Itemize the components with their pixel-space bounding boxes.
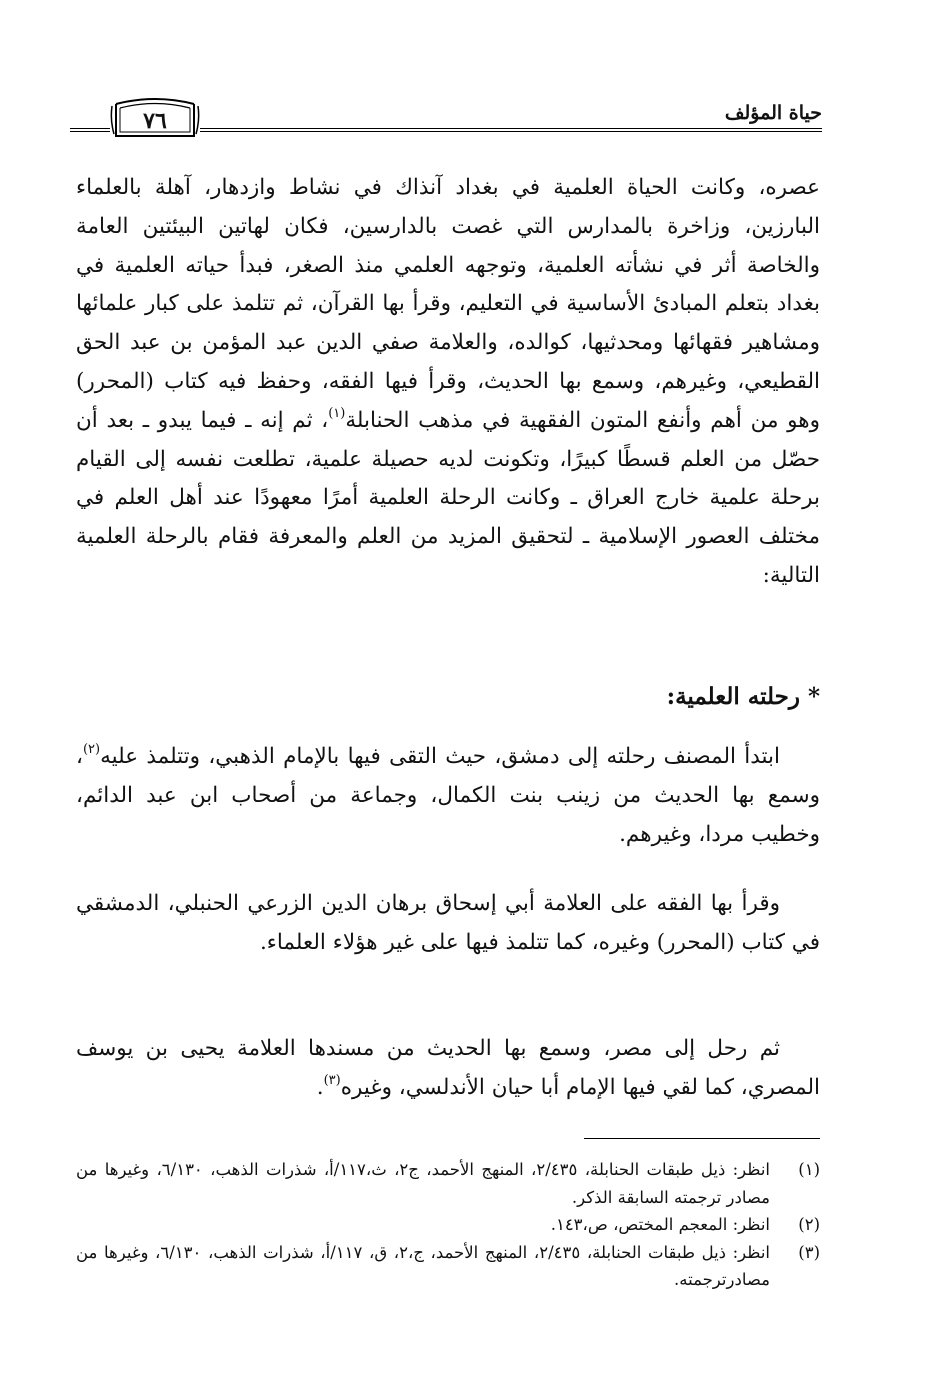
egypt-text-end: . <box>316 1074 324 1100</box>
footnote-ref-2[interactable]: (٢) <box>82 741 101 757</box>
footnote-text: انظر: المعجم المختص، ص،١٤٣. <box>550 1215 770 1234</box>
footnote-number: (١) <box>798 1160 820 1179</box>
footnote-separator <box>584 1138 820 1139</box>
running-title: حياة المؤلف <box>724 102 822 124</box>
egypt-text: ثم رحل إلى مصر، وسمع بها الحديث من مسندها العلامة يحيى بن يوسف المصري، كما لقي فيها الإمام أبا حيان الأندلسي، وغيره <box>76 1036 820 1100</box>
running-header <box>70 88 822 146</box>
damascus-text-part1: ابتدأ المصنف رحلته إلى دمشق، حيث التقى فيها بالإمام الذهبي، وتتلمذ عليه <box>100 744 780 769</box>
footnote-3 <box>76 1239 820 1294</box>
footnote-number: (٣) <box>798 1242 820 1262</box>
header-rule-short <box>70 128 110 132</box>
footnote-2 <box>76 1211 820 1239</box>
intro-paragraph <box>76 169 820 596</box>
intro-text-part1: عصره، وكانت الحياة العلمية في بغداد آنذاك في نشاط وازدهار، آهلة بالعلماء البارزين، وزاخرة بالمدارس التي غصت بالدارسين، فكان لهاتين البيئتين العامة والخاصة أثر في نشأته العلمية، وتوجهه العلمي منذ الصغر، فبدأ حياته العلمية في بغداد بتعلم المبادئ الأساسية في التعليم، وقرأ بها القرآن، ثم تتلمذ على كبار علمائها ومشاهير فقهائها ومحدثيها، كوالده، والعلامة صفي الدين عبد المؤمن بن عبد الحق القطيعي، وغيرهم، وسمع بها الحديث، وقرأ فيها الفقه، وحفظ فيه كتاب (المحرر) وهو من أهم وأنفع المتون الفقهية في مذهب الحنابلة <box>76 175 820 433</box>
paragraph-egypt <box>76 1030 820 1108</box>
intro-text-part2: ، ثم إنه ـ فيما يبدو ـ بعد أن حصّل من العلم قسطًا كبيرًا، وتكونت لديه حصيلة علمية، تطلعت نفسه إلى القيام برحلة علمية خارج العراق ـ وكانت الرحلة العلمية أمرًا معهودًا عند أهل العلم في مختلف العصور الإسلامية ـ لتحقيق المزيد من العلم والمعرفة فقام بالرحلة العلمية التالية: <box>76 407 820 588</box>
section-heading <box>667 683 820 710</box>
star-bullet: * <box>807 683 820 710</box>
footnote-number: (٢) <box>798 1215 820 1234</box>
footnote-text: انظر: ذيل طبقات الحنابلة، ٢/٤٣٥، المنهج الأحمد، ج٢، ث،١١٧/أ، شذرات الذهب، ٦/١٣٠، وغيرها من مصادر ترجمته السابقة الذكر. <box>76 1160 770 1207</box>
page-number-frame <box>110 94 200 140</box>
footnote-ref-1[interactable]: (١) <box>328 405 346 421</box>
section-heading-text: رحلته العلمية: <box>666 683 800 710</box>
footnote-text: انظر: ذيل طبقات الحنابلة، ٢/٤٣٥، المنهج الأحمد، ج،٢، ق، ١١٧/أ، شذرات الذهب، ٦/١٣٠، وغيرها من مصادرترجمته. <box>76 1242 771 1289</box>
footnote-1 <box>76 1156 820 1211</box>
paragraph-fiqh: وقرأ بها الفقه على العلامة أبي إسحاق برهان الدين الزرعي الحنبلي، الدمشقي في كتاب (المحرر) وغيره، كما تتلمذ فيها على غير هؤلاء العلماء. <box>76 891 820 955</box>
paragraph-damascus <box>76 738 820 854</box>
header-rule <box>200 128 822 132</box>
damascus-text-part2: ، وسمع بها الحديث من زينب بنت الكمال، وجماعة من أصحاب ابن عبد الدائم، وخطيب مردا، وغيرهم. <box>76 744 820 847</box>
page-number: ٧٦ <box>143 108 167 134</box>
footnotes <box>76 1156 820 1294</box>
footnote-ref-3[interactable]: (٣) <box>323 1072 341 1088</box>
